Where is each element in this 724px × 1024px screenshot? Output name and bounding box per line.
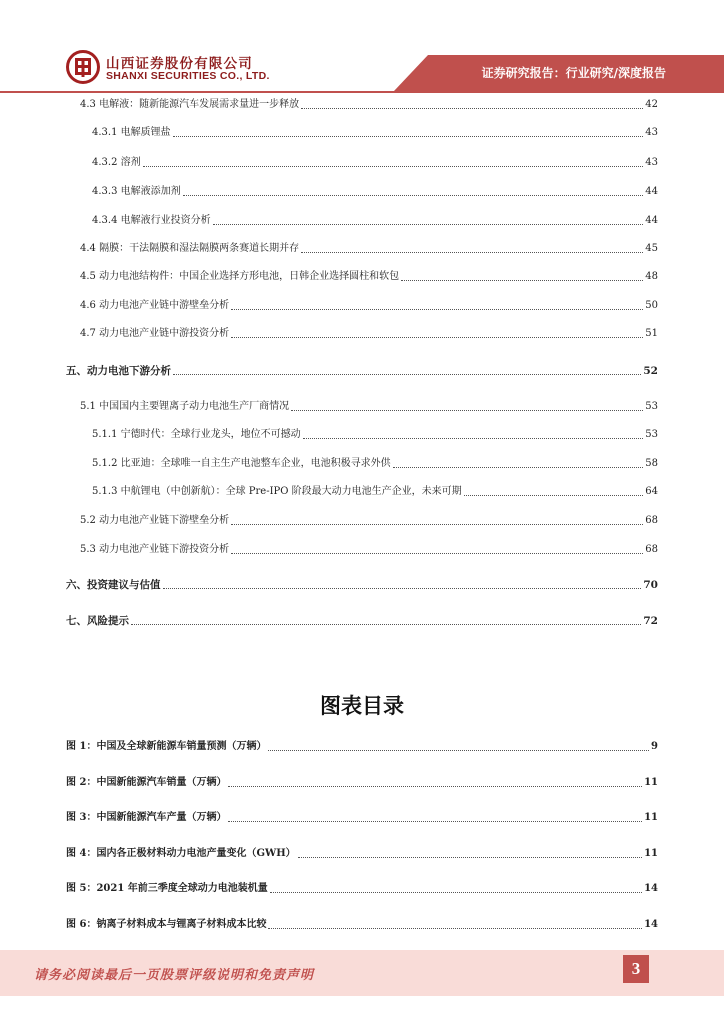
figure-entry-title: 图 4：国内各正极材料动力电池产量变化（GWH） <box>66 848 296 859</box>
toc-entry-page: 52 <box>643 365 658 377</box>
toc-entry-title: 5.1.2 比亚迪：全球唯一自主生产电池整车企业，电池积极寻求外供 <box>92 458 391 469</box>
toc-entry-page: 68 <box>645 515 658 526</box>
company-name-cn: 山西证券股份有限公司 <box>106 56 253 72</box>
toc-entry[interactable] <box>80 512 658 528</box>
figure-entry-page: 11 <box>644 848 658 859</box>
toc-leader <box>231 309 643 310</box>
company-name-en: SHANXI SECURITIES CO., LTD. <box>106 70 270 82</box>
toc-leader <box>464 495 644 496</box>
toc-entry-title: 4.3.3 电解液添加剂 <box>92 186 181 197</box>
toc-entry-title: 4.7 动力电池产业链中游投资分析 <box>80 328 230 339</box>
toc-leader <box>298 857 642 858</box>
figure-entry[interactable] <box>66 880 658 896</box>
toc-entry-title: 4.3.2 溶剂 <box>92 157 141 168</box>
toc-leader <box>213 224 644 225</box>
toc-entry[interactable] <box>80 96 658 112</box>
toc-entry-page: 68 <box>645 544 658 555</box>
figure-entry-page: 14 <box>644 883 658 894</box>
toc-leader <box>143 166 644 167</box>
toc-entry-title: 4.6 动力电池产业链中游壁垒分析 <box>80 300 230 311</box>
toc-section-entry[interactable] <box>66 576 658 592</box>
toc-leader <box>303 438 644 439</box>
toc-leader <box>231 524 643 525</box>
figure-entry[interactable] <box>66 845 658 861</box>
toc-leader <box>228 821 642 822</box>
toc-entry-title: 五、动力电池下游分析 <box>66 365 171 377</box>
toc-leader <box>301 252 643 253</box>
toc-leader <box>173 136 644 137</box>
company-logo-icon <box>66 50 100 84</box>
toc-entry-page: 44 <box>645 186 658 197</box>
toc-leader <box>131 624 641 625</box>
toc-entry-page: 48 <box>645 271 658 282</box>
toc-entry-page: 53 <box>645 429 658 440</box>
toc-entry[interactable] <box>92 212 658 228</box>
toc-entry-page: 70 <box>643 579 658 591</box>
toc-leader <box>183 195 644 196</box>
toc-entry-title: 4.3.1 电解质锂盐 <box>92 127 171 138</box>
toc-entry[interactable] <box>92 455 658 471</box>
toc-entry[interactable] <box>92 483 658 499</box>
disclaimer-notice: 请务必阅读最后一页股票评级说明和免责声明 <box>34 968 315 983</box>
toc-leader <box>173 374 641 375</box>
toc-entry-title: 4.4 隔膜：干法隔膜和湿法隔膜两条赛道长期并存 <box>80 243 300 254</box>
figures-index-title: 图表目录 <box>320 694 404 718</box>
toc-leader <box>291 410 643 411</box>
figure-entry-title: 图 1：中国及全球新能源车销量预测（万辆） <box>66 741 267 752</box>
toc-entry-title: 5.1.3 中航锂电（中创新航）：全球 Pre-IPO 阶段最大动力电池生产企业，未来可期 <box>92 486 462 497</box>
toc-entry-title: 5.2 动力电池产业链下游壁垒分析 <box>80 515 230 526</box>
toc-entry-page: 50 <box>645 300 658 311</box>
toc-entry-page: 45 <box>645 243 658 254</box>
toc-entry[interactable] <box>80 541 658 557</box>
figure-entry-page: 14 <box>644 919 658 930</box>
toc-entry-page: 72 <box>643 615 658 627</box>
header-divider <box>0 91 724 93</box>
toc-entry[interactable] <box>80 325 658 341</box>
toc-leader <box>268 750 649 751</box>
figure-entry-page: 11 <box>644 777 658 788</box>
toc-entry[interactable] <box>80 297 658 313</box>
toc-entry[interactable] <box>92 124 658 140</box>
toc-entry[interactable] <box>92 154 658 170</box>
toc-entry-page: 58 <box>645 458 658 469</box>
page-header <box>0 0 724 92</box>
page-number: 3 <box>623 955 649 983</box>
toc-leader <box>393 467 644 468</box>
toc-leader <box>270 892 642 893</box>
toc-entry-page: 44 <box>645 215 658 226</box>
toc-entry-page: 53 <box>645 401 658 412</box>
toc-entry-title: 5.3 动力电池产业链下游投资分析 <box>80 544 230 555</box>
figure-entry[interactable] <box>66 809 658 825</box>
toc-entry[interactable] <box>80 398 658 414</box>
toc-leader <box>268 928 642 929</box>
figure-entry-title: 图 6：钠离子材料成本与锂离子材料成本比较 <box>66 919 267 930</box>
toc-leader <box>401 280 643 281</box>
toc-section-entry[interactable] <box>66 612 658 628</box>
toc-section-entry[interactable] <box>66 362 658 378</box>
figure-entry[interactable] <box>66 774 658 790</box>
figure-entry-title: 图 3：中国新能源汽车产量（万辆） <box>66 812 227 823</box>
toc-entry[interactable] <box>92 426 658 442</box>
toc-entry-title: 4.3.4 电解液行业投资分析 <box>92 215 211 226</box>
figure-entry-page: 9 <box>651 741 658 752</box>
toc-leader <box>231 337 643 338</box>
figure-entry-page: 11 <box>644 812 658 823</box>
toc-entry-page: 42 <box>645 99 658 110</box>
toc-entry-page: 43 <box>645 127 658 138</box>
toc-entry-page: 43 <box>645 157 658 168</box>
figure-entry-title: 图 5：2021 年前三季度全球动力电池装机量 <box>66 883 268 894</box>
toc-leader <box>228 786 642 787</box>
toc-entry[interactable] <box>80 268 658 284</box>
toc-entry-title: 4.3 电解液：随新能源汽车发展需求量进一步释放 <box>80 99 300 110</box>
report-type-label: 证券研究报告：行业研究/深度报告 <box>481 66 666 80</box>
toc-entry[interactable] <box>92 183 658 199</box>
toc-entry[interactable] <box>80 240 658 256</box>
figure-entry-title: 图 2：中国新能源汽车销量（万辆） <box>66 777 227 788</box>
toc-entry-page: 64 <box>645 486 658 497</box>
toc-entry-title: 4.5 动力电池结构件：中国企业选择方形电池，日韩企业选择圆柱和软包 <box>80 271 400 282</box>
toc-entry-title: 5.1.1 宁德时代：全球行业龙头，地位不可撼动 <box>92 429 301 440</box>
toc-entry-title: 七、风险提示 <box>66 615 129 627</box>
figure-entry[interactable] <box>66 738 658 754</box>
toc-entry-title: 5.1 中国国内主要锂离子动力电池生产厂商情况 <box>80 401 290 412</box>
toc-entry-page: 51 <box>645 328 658 339</box>
toc-leader <box>301 108 643 109</box>
toc-leader <box>231 553 643 554</box>
figure-entry[interactable] <box>66 916 658 932</box>
toc-entry-title: 六、投资建议与估值 <box>66 579 161 591</box>
toc-leader <box>163 588 642 589</box>
